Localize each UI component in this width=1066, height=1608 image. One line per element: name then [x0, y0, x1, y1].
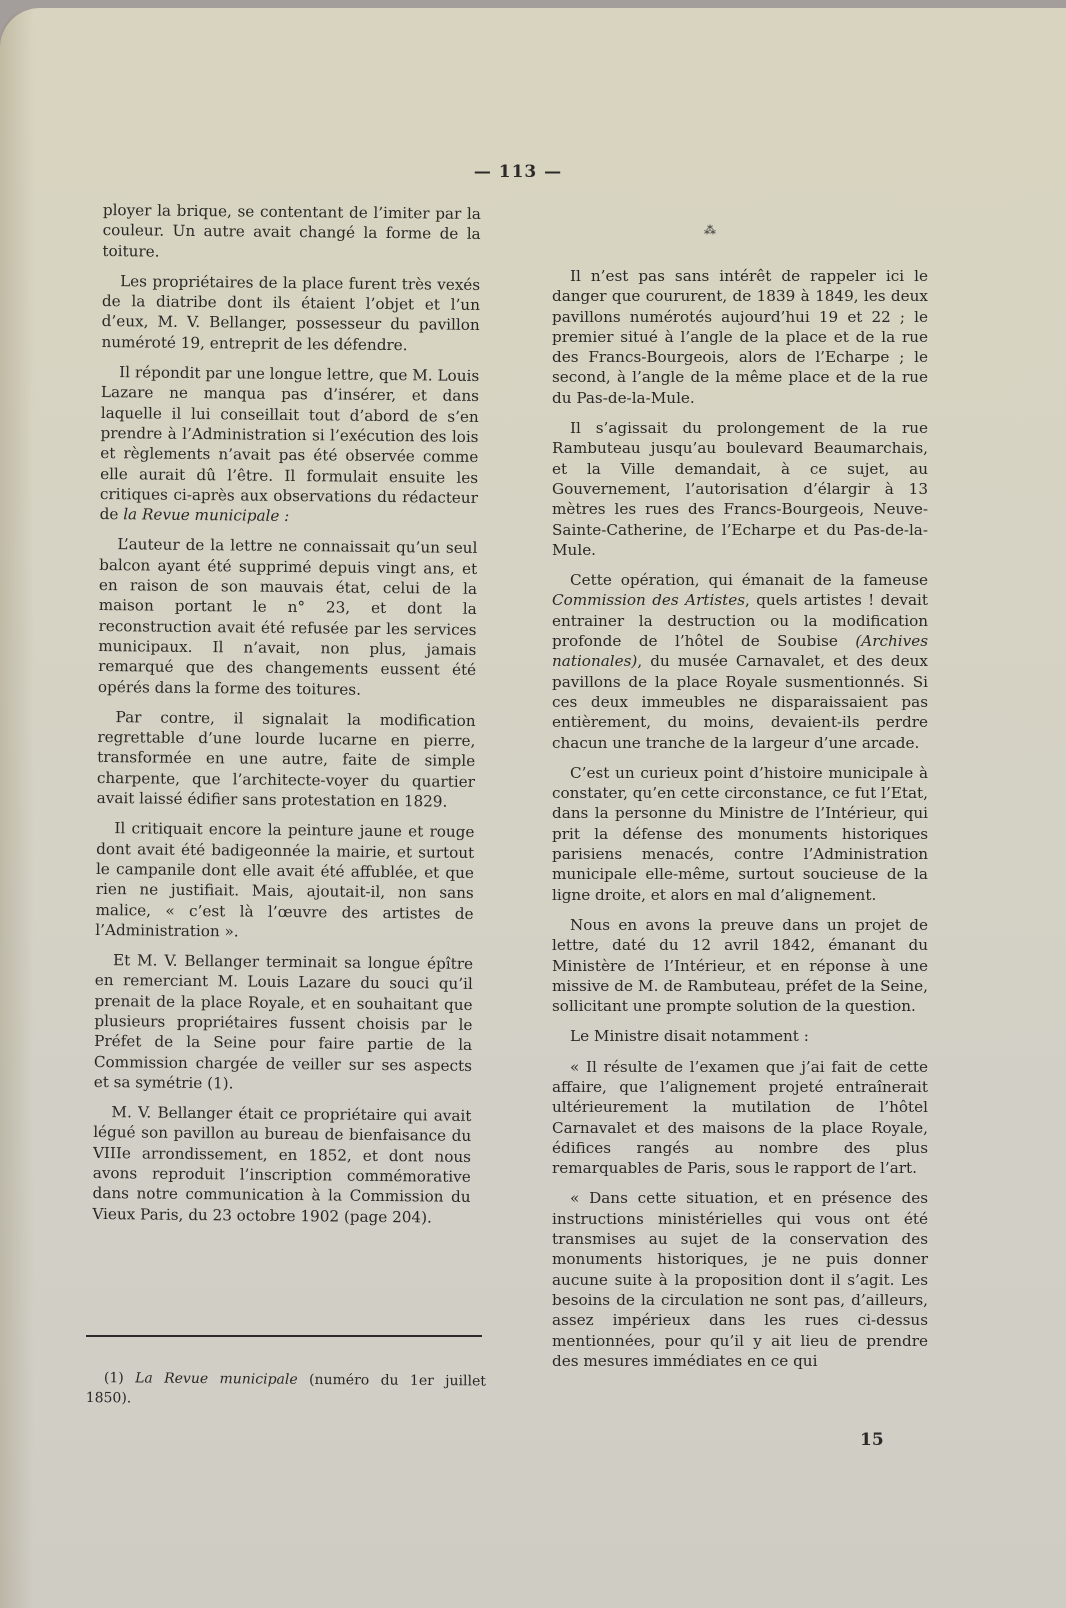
paragraph — [552, 570, 928, 753]
paragraph: Il n’est pas sans intérêt de rappeler ici le danger que coururent, de 1839 à 1849, les deux pavillons numérotés aujourd’hui 19 et 22 ; le premier situé à l’angle de la place et de la rue des Francs-Bourgeois, alors de l’Echarpe ; le second, à l’angle de la même place et de la rue du Pas-de-la-Mule. — [552, 267, 928, 407]
paragraph-text: , quels artistes ! devait entrainer la destruction ou la modification profonde de l’hôtel de Soubise — [552, 591, 928, 651]
italic-text: (Archives nationales) — [552, 632, 928, 671]
section-break-asterism: ⁂ — [704, 223, 716, 237]
page-gutter-shadow — [0, 8, 34, 1608]
paragraph-text: Il répondit par une longue lettre, que M. Louis Lazare ne manqua pas d’insérer, et dans laquelle il lui conseillait tout d’abord de s’en prendre à l’Administration si l’exécution des lois et règlements n’avait pas été observée comme elle aurait dû l’être. Il formulait ensuite les critiques ci-après aux observations du rédacteur de — [99, 363, 480, 524]
paragraph: L’auteur de la lettre ne connaissait qu’un seul balcon ayant été supprimé depuis vingt ans, et en raison de son mauvais état, celui de la maison portant le n° 23, et dont la reconstruction avait été refusée par les services municipaux. Il n’avait, non plus, jamais remarqué que des changements eussent été opérés dans la forme des toitures. — [97, 535, 478, 699]
journal-title: la Revue municipale : — [123, 505, 290, 526]
right-column — [552, 266, 928, 1381]
paragraph-text: , du musée Carnavalet, et des deux pavillons de la place Royale susmentionnés. Si ces deux immeubles ne disparaissaient pas entièrement, du moins, devaient-ils perdre chacun une tranche de la largeur d’une arcade. — [552, 652, 928, 752]
paragraph: Il critiquait encore la peinture jaune et rouge dont avait été badigeonnée la mairie, et surtout le campanile dont elle avait été affublée, et que rien ne justifiait. Mais, ajoutait-il, non sans malice, « c’est là l’œuvre des artistes de l’Administration ». — [95, 819, 475, 941]
paragraph: Nous en avons la preuve dans un projet de lettre, daté du 12 avril 1842, émanant du Ministère de l’Intérieur, et en réponse à une missive de M. de Rambuteau, préfet de la Seine, sollicitant une prompte solution de la question. — [552, 915, 928, 1016]
footnote-rest: (numéro du 1er juillet 1850). — [85, 1371, 486, 1407]
footnote-text — [86, 1368, 486, 1411]
paragraph: Par contre, il signalait la modification regrettable d’une lourde lucarne en pierre, transformée en une autre, faite de simple charpente, que l’architecte-voyer du quartier avait laissé édifier sans protestation en 1829. — [96, 707, 476, 811]
paragraph: Il s’agissait du prolongement de la rue Rambuteau jusqu’au boulevard Beaumarchais, et la Ville demandait, à ce sujet, au Gouvernement, l’autorisation d’élargir à 13 mètres les rues des Francs-Bourgeois, Neuve-Sainte-Catherine, de l’Echarpe et du Pas-de-la-Mule. — [552, 419, 928, 559]
left-column — [92, 200, 481, 1238]
paragraph: Et M. V. Bellanger terminait sa longue épître en remerciant M. Louis Lazare du souci qu’il prenait de la place Royale, et en souhaitant que plusieurs propriétaires fussent choisis par le Préfet de la Seine pour faire partie de la Commission chargée de veiller sur ses aspects et sa symétrie (1). — [93, 951, 474, 1093]
paragraph: ployer la brique, se contentant de l’imiter par la couleur. Un autre avait changé la forme de la toiture. — [102, 200, 481, 261]
paragraph-text: Cette opération, qui émanait de la fameuse — [570, 571, 928, 590]
paragraph: M. V. Bellanger était ce propriétaire qui avait légué son pavillon au bureau de bienfaisance du VIIIe arrondissement, en 1852, et dont nous avons reproduit l’inscription commémorative dans notre communication à la Commission du Vieux Paris, du 23 octobre 1902 (page 204). — [92, 1103, 472, 1227]
signature-mark: 15 — [860, 1430, 884, 1450]
footnote-marker: (1) — [103, 1370, 136, 1387]
quote-paragraph: « Dans cette situation, et en présence des instructions ministérielles qui vous ont été transmises au sujet de la conservation des monuments historiques, je ne puis donner aucune suite à la proposition dont il s’agit. Les besoins de la circulation ne sont pas, d’ailleurs, assez impérieux dans les rues ci-dessus mentionnées, pour qu’il y ait lieu de prendre des mesures immédiates en ce qui — [552, 1189, 928, 1370]
quote-paragraph: « Il résulte de l’examen que j’ai fait de cette affaire, que l’alignement projeté entraînerait ultérieurement la mutilation de l’hôtel Carnavalet et des maisons de la place Royale, édifices rangés au nombre des plus remarquables de Paris, sous le rapport de l’art. — [552, 1057, 928, 1178]
page-number: — 113 — — [473, 162, 563, 182]
paragraph: Le Ministre disait notamment : — [570, 1027, 809, 1046]
italic-text: Commission des Artistes — [552, 591, 745, 610]
paragraph: Les propriétaires de la place furent très vexés de la diatribe dont ils étaient l’objet et l’un d’eux, M. V. Bellanger, possesseur du pavillon numéroté 19, entreprit de les défendre. — [101, 272, 481, 354]
paragraph: C’est un curieux point d’histoire municipale à constater, qu’en cette circonstance, ce fut l’Etat, dans la personne du Ministre de l’Intérieur, qui prit la défense des monuments historiques parisiens menacés, contre l’Administration municipale elle-même, surtout soucieuse de la ligne droite, et alors en mal d’alignement. — [552, 763, 928, 904]
footnote-journal: La Revue municipale — [135, 1370, 298, 1388]
paragraph — [100, 362, 480, 528]
footnote — [86, 1368, 486, 1411]
footnote-rule — [86, 1335, 482, 1337]
